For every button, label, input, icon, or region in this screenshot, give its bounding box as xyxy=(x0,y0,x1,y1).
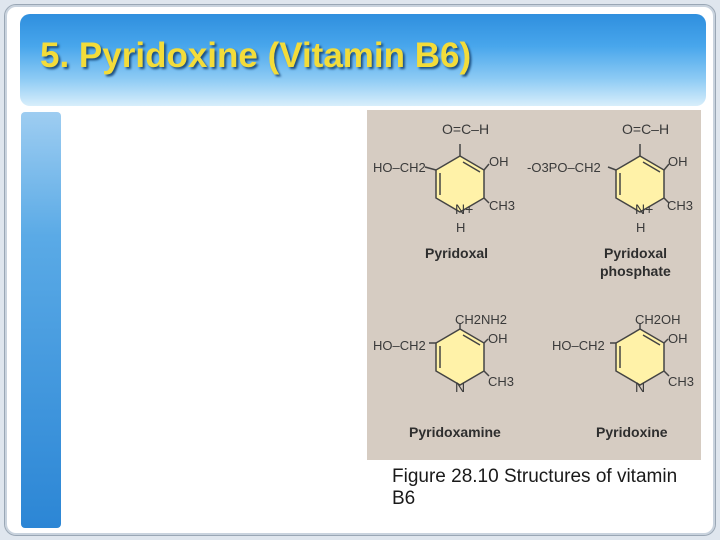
ring-nitrogen: N xyxy=(455,379,466,395)
ring-shape xyxy=(436,329,484,385)
structures-drawing xyxy=(367,110,701,460)
substituent-top: CH2NH2 xyxy=(455,312,508,327)
structure-name-line2: phosphate xyxy=(600,263,671,279)
figure-caption: Figure 28.10 Structures of vitamin B6 xyxy=(392,466,678,509)
vitamin-b6-figure xyxy=(367,110,701,460)
structure-pyridoxamine xyxy=(373,312,514,440)
substituent-oh: OH xyxy=(668,154,688,169)
substituent-oh: OH xyxy=(489,154,509,169)
side-accent-bar xyxy=(21,112,61,528)
structure-pyridoxal-phosphate xyxy=(527,121,693,279)
substituent-left: -O3PO–CH2 xyxy=(527,160,601,175)
structure-pyridoxal xyxy=(373,121,515,261)
ring-nitrogen: N+ xyxy=(455,201,474,217)
ring-nitrogen: N+ xyxy=(635,201,654,217)
slide-title: 5. Pyridoxine (Vitamin B6) xyxy=(40,36,472,75)
substituent-left: HO–CH2 xyxy=(373,338,426,353)
structure-name: Pyridoxine xyxy=(596,424,668,440)
substituent-top: O=C–H xyxy=(622,121,670,137)
substituent-left: HO–CH2 xyxy=(552,338,605,353)
substituent-left: HO–CH2 xyxy=(373,160,426,175)
nitrogen-hydrogen: H xyxy=(456,220,466,235)
ring-shape xyxy=(616,329,664,385)
structure-name: Pyridoxamine xyxy=(409,424,501,440)
substituent-oh: OH xyxy=(488,331,508,346)
structure-pyridoxine xyxy=(552,312,694,440)
structure-name-line1: Pyridoxal xyxy=(604,245,668,261)
substituent-top: O=C–H xyxy=(442,121,490,137)
substituent-oh: OH xyxy=(668,331,688,346)
substituent-ch3: CH3 xyxy=(489,198,516,213)
substituent-ch3: CH3 xyxy=(667,198,694,213)
ring-nitrogen: N xyxy=(635,379,646,395)
substituent-ch3: CH3 xyxy=(488,374,515,389)
substituent-top: CH2OH xyxy=(635,312,681,327)
structure-name: Pyridoxal xyxy=(425,245,489,261)
nitrogen-hydrogen: H xyxy=(636,220,646,235)
substituent-ch3: CH3 xyxy=(668,374,695,389)
